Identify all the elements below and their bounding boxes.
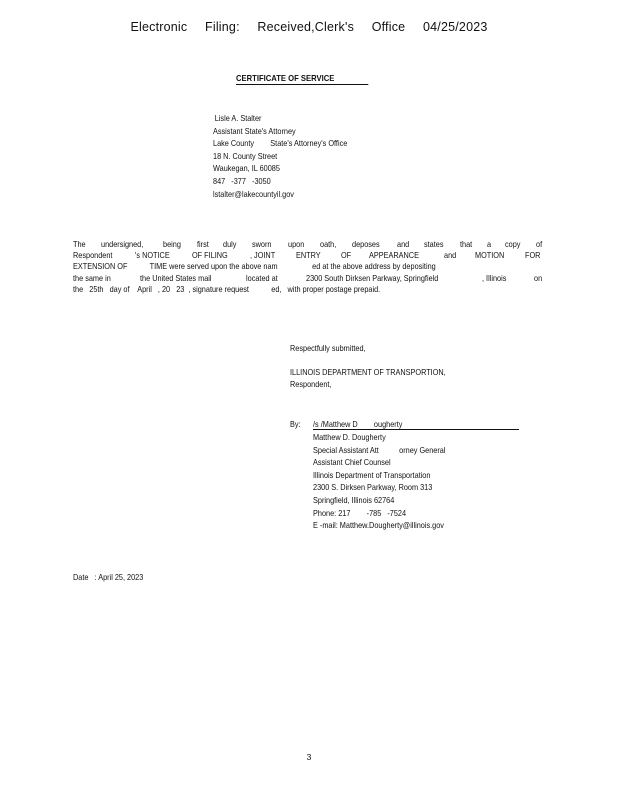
signatory-line: 2300 S. Dirksen Parkway, Room 313 bbox=[313, 482, 433, 493]
paragraph-line-1: The undersigned, being first duly sworn upon oath, deposes and states that a copy of bbox=[73, 239, 542, 249]
signatory-line: Special Assistant Att orney General bbox=[313, 444, 446, 455]
signatory-line: Springfield, Illinois 62764 bbox=[313, 494, 395, 505]
paragraph-line-5: the 25th day of April , 20 23 , signature request ed, with proper postage prepaid. bbox=[73, 283, 381, 294]
recipient-email: lstalter@lakecountyil.gov bbox=[213, 188, 294, 199]
filing-header: Electronic Filing: Received,Clerk's Office 04/25/2023 bbox=[130, 20, 488, 34]
paragraph-line-2: Respondent 's NOTICE OF FILING , JOINT ENTRY OF APPEARANCE and MOTION FOR bbox=[73, 250, 541, 261]
signature-underline bbox=[313, 429, 519, 430]
by-label: By: bbox=[290, 419, 301, 429]
signatory-line: Phone: 217 -785 -7524 bbox=[313, 507, 407, 518]
recipient-line: 847 -377 -3050 bbox=[213, 175, 271, 186]
closing-text: Respectfully submitted, bbox=[290, 343, 366, 353]
party-name: ILLINOIS DEPARTMENT OF TRANSPORTION, bbox=[290, 367, 446, 377]
certificate-title: CERTIFICATE OF SERVICE bbox=[236, 73, 369, 85]
signatory-block bbox=[313, 431, 467, 532]
party-block bbox=[290, 366, 471, 390]
paragraph-line-4: the same in the United States mail located at 2300 South Dirksen Parkway, Springfield , Illinois on bbox=[73, 272, 542, 283]
party-role: Respondent, bbox=[290, 379, 332, 389]
recipient-line: 18 N. County Street bbox=[213, 150, 278, 161]
signatory-line: Assistant Chief Counsel bbox=[313, 457, 391, 468]
signatory-email: E -mail: Matthew.Dougherty@illinois.gov bbox=[313, 520, 444, 531]
page-number: 3 bbox=[306, 752, 312, 762]
recipient-line: Lake County State's Attorney's Office bbox=[213, 138, 348, 149]
paragraph-line-3: EXTENSION OF TIME were served upon the above nam ed at the above address by depositing bbox=[73, 261, 436, 272]
signatory-line: Illinois Department of Transportation bbox=[313, 469, 431, 480]
recipient-address-block bbox=[213, 112, 369, 200]
recipient-line: Waukegan, IL 60085 bbox=[213, 163, 280, 174]
recipient-line: Assistant State's Attorney bbox=[213, 125, 296, 136]
service-paragraph bbox=[73, 239, 543, 295]
electronic-signature: /s /Matthew D ougherty bbox=[313, 419, 403, 429]
recipient-line: Lisle A. Stalter bbox=[214, 113, 262, 123]
signatory-line: Matthew D. Dougherty bbox=[313, 432, 386, 442]
date-line: Date : April 25, 2023 bbox=[73, 572, 144, 582]
